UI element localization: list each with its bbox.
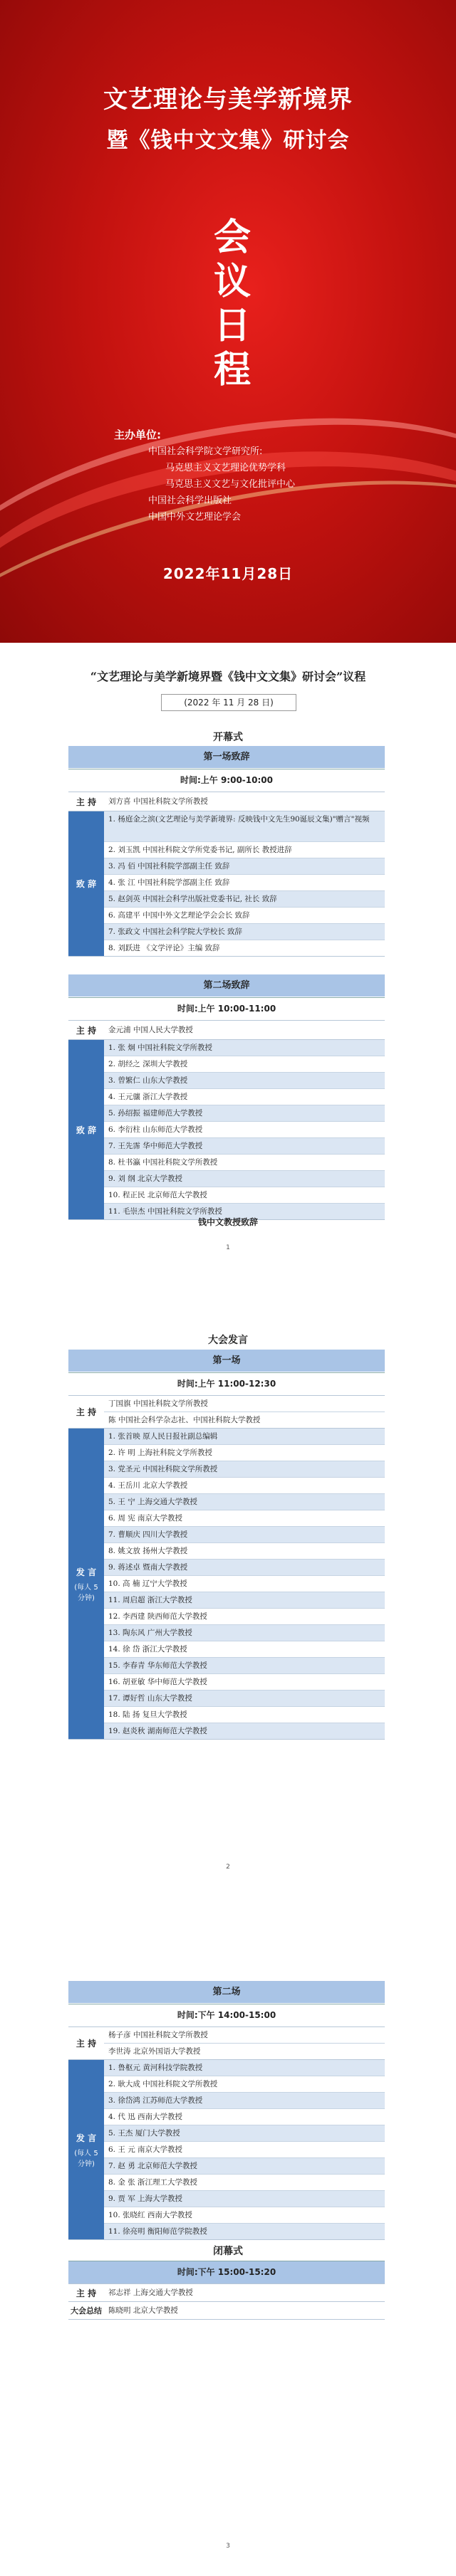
list-item: 7. 张政文 中国社会科学院大学校长 致辞 — [104, 924, 385, 940]
list-item: 1. 张首映 原人民日报社副总编辑 — [104, 1429, 385, 1445]
poster-title-line1: 文艺理论与美学新境界 — [103, 85, 353, 114]
time-row — [68, 1373, 385, 1396]
speaker-label: 致 辞 — [68, 811, 104, 956]
host-label: 主 持 — [76, 797, 97, 807]
poster-title-line2: 暨《钱中文文集》研讨会 — [106, 128, 350, 153]
opening-session1-table — [68, 769, 385, 957]
closing-note: 钱中文教授致辞 — [197, 1217, 258, 1227]
big-title-char: 程 — [213, 348, 251, 391]
speaker-label-block — [68, 1429, 104, 1739]
list-item: 11. 周启超 浙江大学教授 — [104, 1592, 385, 1609]
organizer: 中国社会科学出版社 — [148, 495, 232, 506]
session-time: 时间:上午 9:00-10:00 — [180, 775, 273, 785]
poster-banner — [0, 0, 456, 643]
plenary-session2-table — [68, 2004, 385, 2240]
organizer: 中国中外文艺理论学会 — [148, 512, 242, 522]
host-name: 李世涛 北京外国语大学教授 — [104, 2044, 385, 2059]
time-row — [68, 2261, 385, 2284]
host-group — [68, 1396, 385, 1429]
host-label: 主 持 — [76, 2039, 97, 2049]
organizer: 马克思主义文艺理论优势学科 — [165, 463, 286, 473]
closing-title: 闭幕式 — [213, 2246, 243, 2257]
big-title-char: 会 — [213, 216, 251, 259]
list-item: 18. 陆 扬 复旦大学教授 — [104, 1707, 385, 1723]
list-item: 15. 李春青 华东师范大学教授 — [104, 1658, 385, 1674]
list-item: 2. 许 明 上海社科院文学所教授 — [104, 1445, 385, 1461]
host-name: 丁国旗 中国社科院文学所教授 — [104, 1396, 385, 1412]
opening-title: 开幕式 — [213, 732, 243, 743]
page-number: 3 — [226, 2543, 230, 2550]
list-item: 9. 刘 纲 北京大学教授 — [104, 1171, 385, 1187]
host-group — [68, 2027, 385, 2060]
session-header: 第一场致辞 — [68, 746, 385, 768]
agenda-title: “文艺理论与美学新境界暨《钱中文文集》研讨会”议程 — [90, 670, 366, 683]
list-item: 17. 谭好哲 山东大学教授 — [104, 1691, 385, 1707]
host-label: 主 持 — [76, 1407, 97, 1417]
summary-name: 陈晓明 北京大学教授 — [108, 2306, 178, 2315]
list-item: 7. 王先霈 华中师范大学教授 — [104, 1138, 385, 1155]
speaker-time-limit: (每人 5 分钟) — [74, 2149, 98, 2168]
list-item: 2. 耿大成 中国社科院文学所教授 — [104, 2076, 385, 2093]
organizers-block — [114, 427, 295, 525]
list-item: 5. 王 宁 上海交通大学教授 — [104, 1494, 385, 1510]
big-title-char: 议 — [213, 260, 251, 303]
speakers-group — [68, 1040, 385, 1220]
list-item: 1. 杨庭金之滨(文艺理论与美学新境界: 反映钱中文先生90诞辰文集)"赠言"视频 — [104, 811, 385, 842]
list-item: 16. 胡亚敏 华中师范大学教授 — [104, 1674, 385, 1691]
host-row — [68, 2284, 385, 2302]
list-item: 3. 徐岱鸿 江苏师范大学教授 — [104, 2093, 385, 2109]
list-item: 7. 曹顺庆 四川大学教授 — [104, 1527, 385, 1543]
list-item: 12. 李西建 陕西师范大学教授 — [104, 1609, 385, 1625]
session-time: 时间:下午 15:00-15:20 — [177, 2267, 276, 2277]
big-title-char: 日 — [213, 304, 251, 347]
list-item: 2. 胡经之 深圳大学教授 — [104, 1056, 385, 1073]
host-name: 刘方喜 中国社科院文学所教授 — [108, 797, 208, 806]
speakers-group — [68, 811, 385, 957]
list-item: 8. 刘跃进 《文学评论》主编 致辞 — [108, 944, 220, 952]
list-item: 5. 孙绍振 福建师范大学教授 — [104, 1105, 385, 1122]
list-item: 8. 金 张 浙江理工大学教授 — [104, 2175, 385, 2191]
summary-label: 大会总结 — [71, 2306, 102, 2315]
host-name: 杨子彦 中国社科院文学所教授 — [104, 2027, 385, 2044]
host-name: 金元浦 中国人民大学教授 — [108, 1026, 193, 1034]
session-header: 第二场致辞 — [68, 974, 385, 997]
list-item: 5. 赵剑英 中国社会科学出版社党委书记, 社长 致辞 — [104, 891, 385, 908]
summary-row — [68, 2302, 385, 2320]
list-item: 1. 鲁枢元 黄河科技学院教授 — [104, 2060, 385, 2076]
list-item: 9. 贾 军 上海大学教授 — [104, 2191, 385, 2207]
list-item: 3. 党圣元 中国社科院文学所教授 — [104, 1461, 385, 1478]
organizer: 中国社会科学院文学研究所: — [148, 446, 263, 457]
host-row — [68, 792, 385, 811]
session-header: 第一场 — [68, 1350, 385, 1372]
list-item: 4. 张 江 中国社科院学部副主任 致辞 — [104, 875, 385, 891]
list-item: 6. 李衍柱 山东师范大学教授 — [104, 1122, 385, 1138]
list-item: 11. 徐亮明 衡阳师范学院教授 — [104, 2224, 385, 2239]
list-item: 11. 毛崇杰 中国社科院文学所教授 — [104, 1204, 385, 1219]
organizers-label: 主办单位: — [114, 429, 161, 441]
time-row — [68, 2004, 385, 2027]
list-item: 19. 赵炎秋 湖南师范大学教授 — [104, 1723, 385, 1739]
list-item: 10. 高 楠 辽宁大学教授 — [104, 1576, 385, 1592]
speakers-group — [68, 2060, 385, 2240]
host-name: 祁志祥 上海交通大学教授 — [108, 2288, 193, 2297]
speaker-time-limit: (每人 5 分钟) — [74, 1583, 98, 1602]
page-number: 1 — [226, 1244, 230, 1251]
list-item: 7. 赵 勇 北京师范大学教授 — [104, 2158, 385, 2175]
page-number: 2 — [226, 1863, 230, 1871]
list-item: 6. 高建平 中国中外文艺理论学会会长 致辞 — [104, 908, 385, 924]
list-item: 8. 姚文放 扬州大学教授 — [104, 1543, 385, 1560]
list-item: 4. 王岳川 北京大学教授 — [104, 1478, 385, 1494]
speaker-label: 发 言 — [76, 2133, 97, 2143]
list-item: 6. 王 元 南京大学教授 — [104, 2142, 385, 2158]
poster-big-title — [211, 216, 254, 392]
list-item: 10. 程正民 北京师范大学教授 — [104, 1187, 385, 1204]
list-item: 5. 王杰 厦门大学教授 — [104, 2125, 385, 2142]
session-time: 时间:上午 11:00-12:30 — [177, 1379, 276, 1389]
list-item: 1. 张 炯 中国社科院文学所教授 — [104, 1040, 385, 1056]
host-name: 陈 中国社会科学杂志社、中国社科院大学教授 — [104, 1412, 385, 1428]
session-time: 时间:上午 10:00-11:00 — [177, 1004, 276, 1014]
plenary-title: 大会发言 — [208, 1335, 248, 1346]
opening-session2-table — [68, 997, 385, 1220]
list-item: 8. 杜书瀛 中国社科院文学所教授 — [104, 1155, 385, 1171]
session-time: 时间:下午 14:00-15:00 — [177, 2010, 276, 2020]
list-item: 3. 曾繁仁 山东大学教授 — [104, 1073, 385, 1089]
time-row — [68, 769, 385, 792]
host-label: 主 持 — [76, 1025, 97, 1036]
organizer: 马克思主义文艺与文化批评中心 — [165, 479, 296, 490]
speaker-label: 发 言 — [76, 1567, 97, 1577]
plenary-session1-table — [68, 1372, 385, 1740]
list-item: 14. 徐 岱 浙江大学教授 — [104, 1641, 385, 1658]
host-label: 主 持 — [76, 2288, 97, 2298]
speakers-group — [68, 1429, 385, 1740]
list-item: 6. 周 宪 南京大学教授 — [104, 1510, 385, 1527]
list-item: 3. 冯 佰 中国社科院学部副主任 致辞 — [104, 858, 385, 875]
time-row — [68, 998, 385, 1021]
session-header: 第二场 — [68, 1981, 385, 2003]
speaker-label-block — [68, 2060, 104, 2239]
speaker-label: 致 辞 — [68, 1040, 104, 1219]
closing-table — [68, 2261, 385, 2320]
list-item: 4. 王元骧 浙江大学教授 — [104, 1089, 385, 1105]
poster-date: 2022年11月28日 — [162, 565, 294, 582]
host-row — [68, 1021, 385, 1040]
list-item: 13. 陶东风 广州大学教授 — [104, 1625, 385, 1641]
list-item: 2. 刘玉凯 中国社科院文学所党委书记, 副所长 教授进辞 — [104, 842, 385, 858]
agenda-date: (2022 年 11 月 28 日) — [161, 694, 296, 711]
list-item: 4. 代 迅 西南大学教授 — [104, 2109, 385, 2125]
list-item: 10. 张晓红 西南大学教授 — [104, 2207, 385, 2224]
list-item: 9. 蒋述卓 暨南大学教授 — [104, 1560, 385, 1576]
